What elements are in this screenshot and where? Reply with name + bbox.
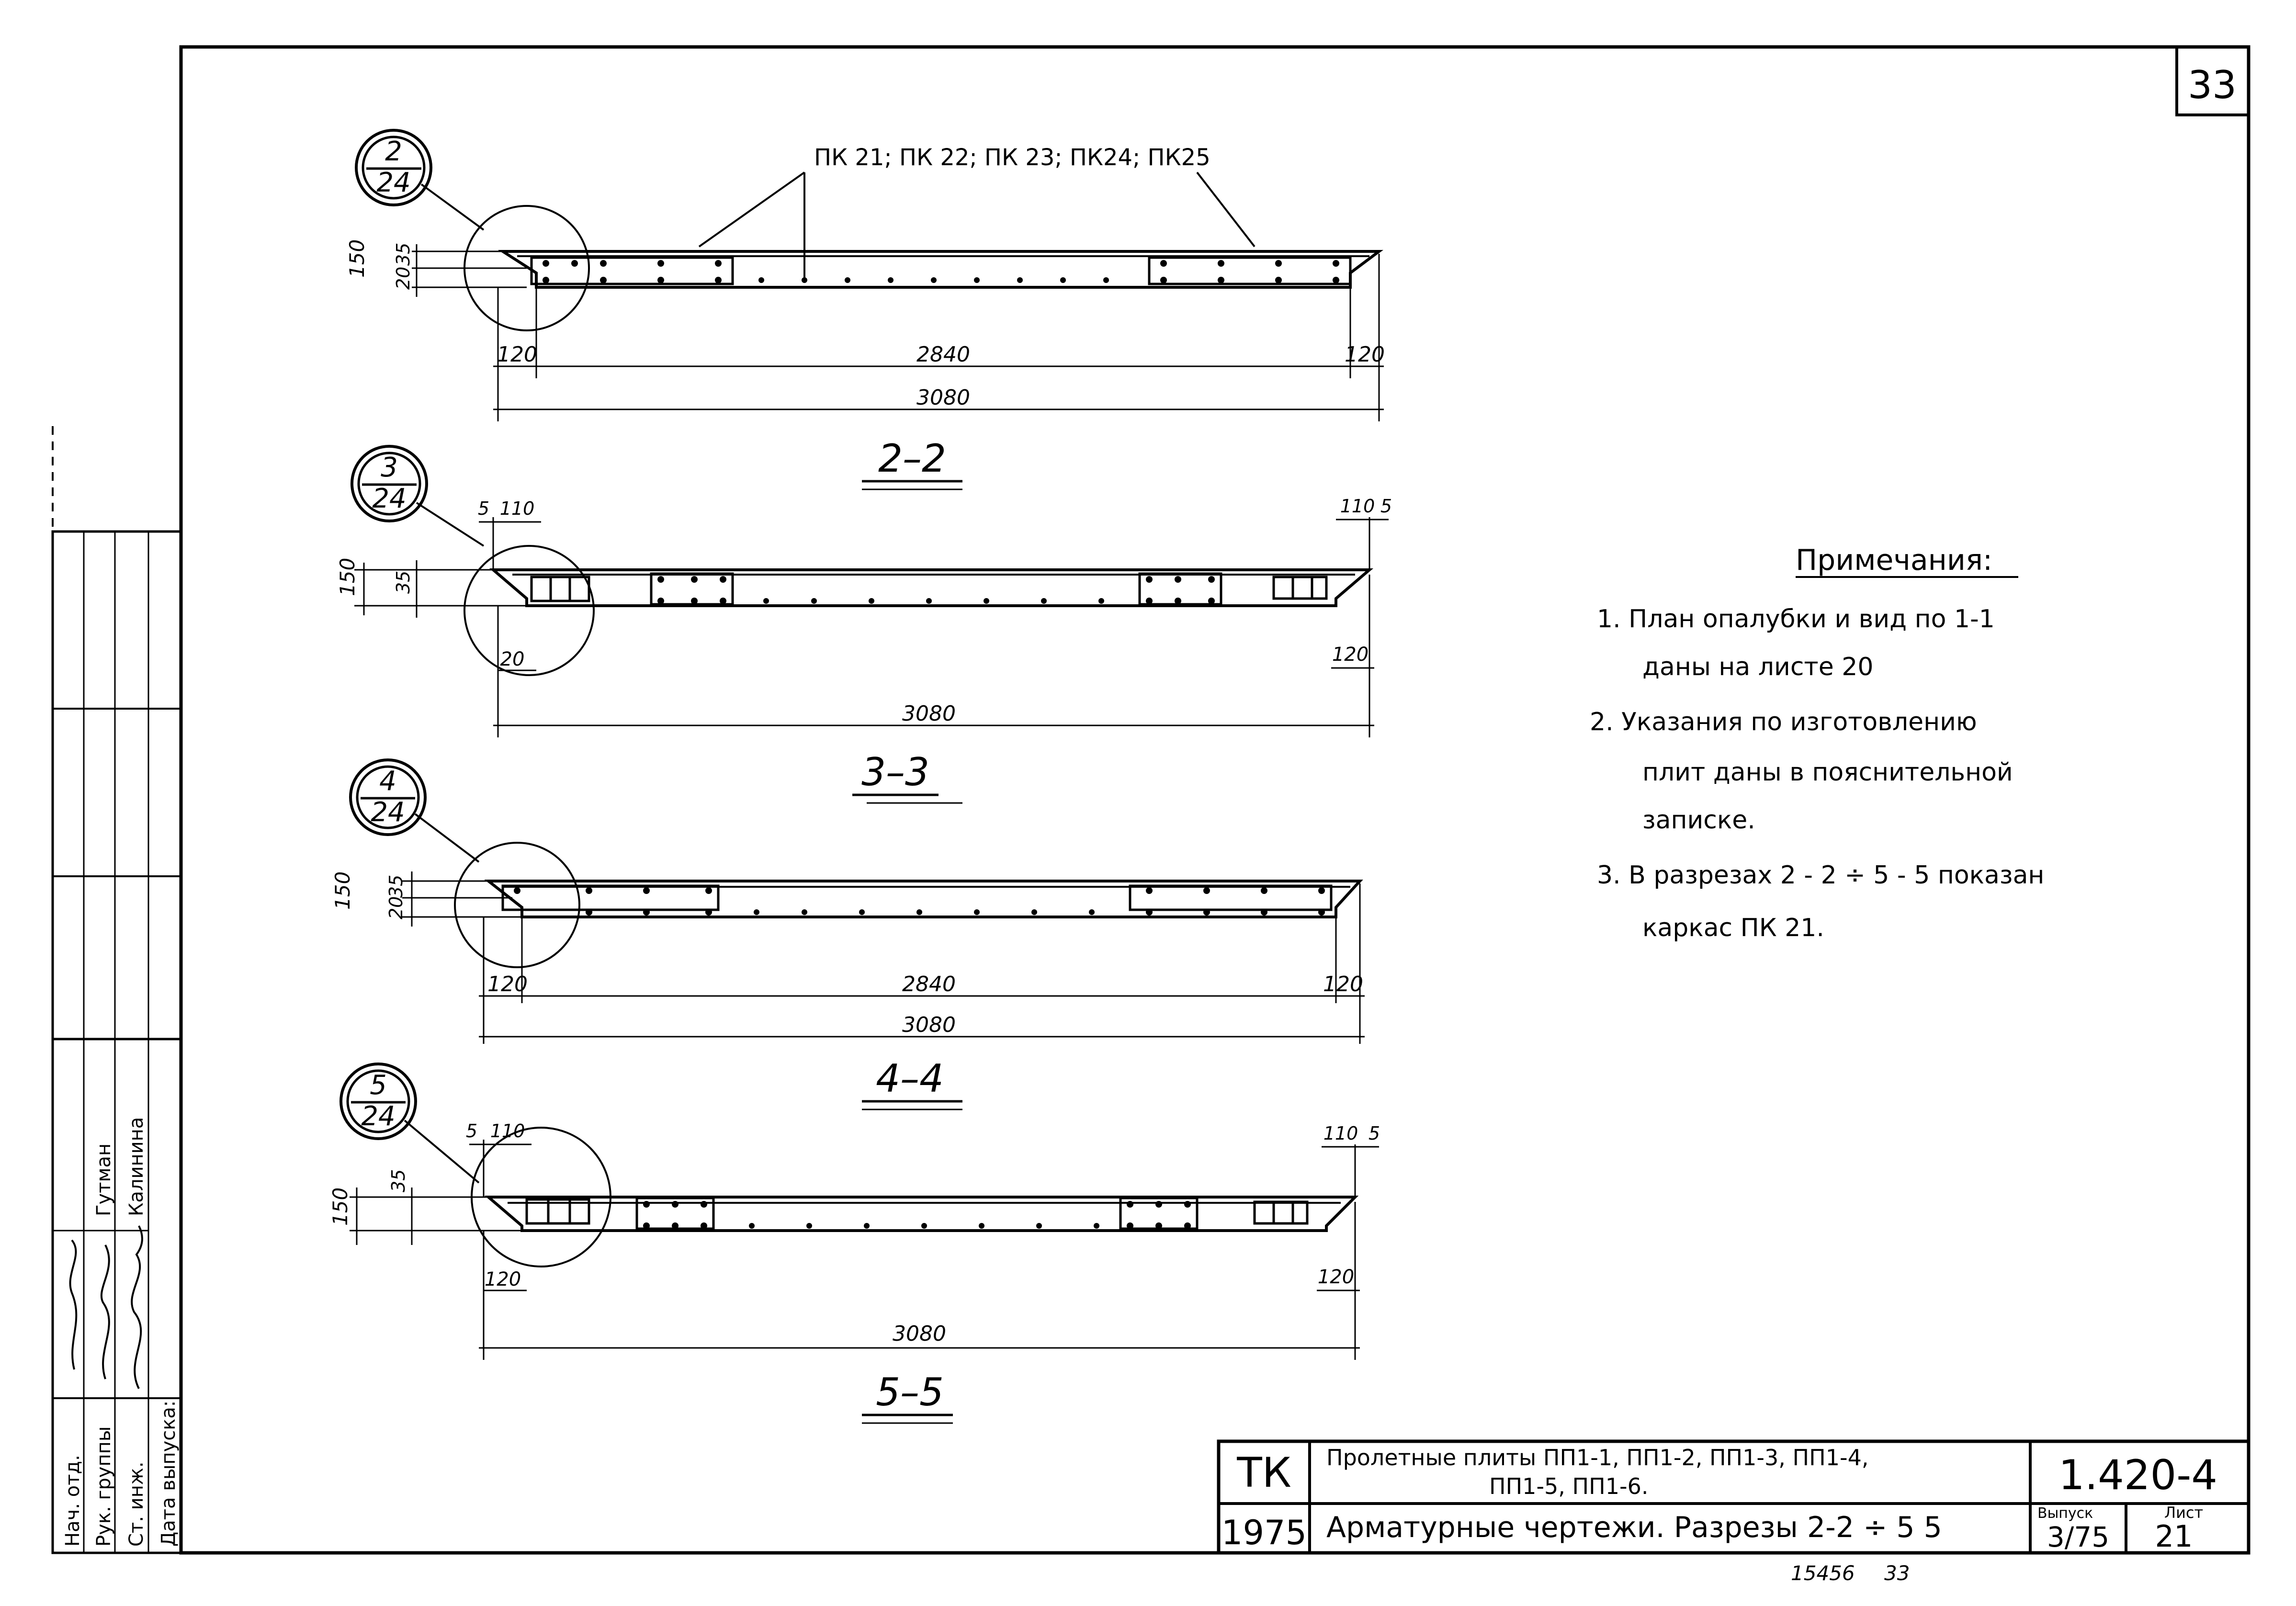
stamp-role: Нач. отд. (62, 1455, 84, 1547)
callout-marker (352, 446, 427, 521)
stamp-name: Калинина (125, 1117, 147, 1216)
sheet-label: Лист (2164, 1504, 2204, 1522)
rebar-cage-left (532, 258, 733, 284)
dim-right: 120 (1317, 1266, 1355, 1288)
dim-top-left-a: 5 (465, 1120, 478, 1142)
dim-top-left-b: 110 (490, 1120, 525, 1142)
callout-bottom: 24 (376, 167, 411, 198)
side-stamp (53, 426, 181, 1553)
footer-page: 33 (1884, 1561, 1910, 1585)
dim-150: 150 (345, 239, 369, 278)
rebar-mesh-right (1255, 1202, 1307, 1223)
dim-35: 35 (388, 1169, 409, 1192)
callout-top: 5 (370, 1070, 387, 1101)
dim-total: 3080 (916, 385, 970, 410)
sheet-value: 21 (2155, 1519, 2193, 1554)
callout-top: 2 (385, 136, 402, 167)
callout-top: 3 (381, 452, 398, 483)
notes-heading: Примечания: (1796, 543, 1993, 577)
dim-top-left-b: 110 (499, 498, 535, 519)
rebar-dots (543, 260, 1339, 283)
subtitle: Арматурные чертежи. Разрезы 2-2 ÷ 5 5 (1326, 1511, 1942, 1544)
inventory-number: 15456 (1791, 1561, 1855, 1585)
dim-20: 20 (385, 896, 407, 919)
note-line: 2. Указания по изготовлению (1590, 708, 1977, 736)
stamp-role: Рук. группы (93, 1426, 115, 1547)
dim-total: 3080 (902, 701, 956, 726)
section-title: 3–3 (861, 750, 929, 794)
dim-150: 150 (331, 871, 354, 910)
handwritten-signatures (70, 1226, 142, 1389)
section-title: 5–5 (876, 1370, 944, 1414)
dim-right: 120 (1332, 644, 1369, 666)
note-line: записке. (1642, 806, 1755, 835)
dim-right: 120 (1323, 972, 1363, 996)
rebar-cage-right (1130, 886, 1331, 910)
org-code: ТК (1237, 1449, 1291, 1497)
dim-20: 20 (393, 266, 414, 290)
issue-label: Выпуск (2037, 1505, 2093, 1522)
year: 1975 (1221, 1513, 1307, 1552)
rebar-mesh-right (1274, 577, 1326, 599)
dim-150: 150 (336, 557, 359, 596)
dim-top-right-b: 5 (1368, 1123, 1380, 1144)
dim-35: 35 (385, 874, 407, 898)
dim-left: 120 (497, 342, 537, 367)
section-2-2 (345, 130, 1385, 489)
dim-total: 3080 (893, 1322, 946, 1346)
note-line: 1. План опалубки и вид по 1-1 (1597, 605, 1995, 633)
dim-35: 35 (393, 570, 414, 594)
sheet-number-box (2177, 47, 2249, 115)
dim-bottom-left: 20 (500, 648, 525, 670)
title-block (1219, 1441, 2249, 1554)
notes (1590, 543, 2044, 942)
series-number: 1.420-4 (2058, 1451, 2217, 1499)
note-line: плит даны в пояснительной (1642, 758, 2013, 787)
callout-bottom: 24 (372, 483, 407, 514)
rebar-cage-right (1149, 258, 1350, 284)
stamp-name: Гутман (93, 1143, 115, 1216)
sheet-number: 33 (2188, 63, 2237, 107)
dim-150: 150 (328, 1187, 352, 1226)
callout-top: 4 (379, 766, 396, 797)
callout-bottom: 24 (371, 797, 405, 828)
note-line: 3. В разрезах 2 - 2 ÷ 5 - 5 показан (1597, 861, 2045, 890)
issue-value: 3/75 (2047, 1521, 2110, 1553)
section-4-4 (331, 760, 1365, 1109)
detail-circle (464, 546, 594, 675)
rebar-mesh-left (532, 577, 589, 601)
note-line: даны на листе 20 (1642, 653, 1874, 681)
stamp-role: Дата выпуска: (158, 1400, 180, 1547)
rebar-dots (643, 1201, 1191, 1229)
section-title: 2–2 (878, 436, 946, 481)
dim-top-right: 110 (1340, 496, 1375, 517)
callout-marker (351, 760, 425, 835)
dim-top-right-b: 5 (1380, 496, 1392, 517)
rebar-cage-left (503, 886, 718, 910)
callout-marker (341, 1064, 416, 1139)
rebar-dots (657, 576, 1215, 604)
dim-bottom-left: 120 (484, 1268, 521, 1290)
dim-middle: 2840 (902, 972, 956, 996)
callout-bottom: 24 (361, 1101, 396, 1132)
rebar-dots (514, 887, 1325, 916)
dim-top-left-a: 5 (477, 498, 490, 519)
callout-marker (356, 130, 431, 205)
dim-right: 120 (1345, 342, 1385, 367)
dim-left: 120 (487, 972, 528, 996)
section-title: 4–4 (876, 1056, 944, 1101)
section-3-3 (336, 446, 1392, 803)
title-line-1: Пролетные плиты ПП1-1, ПП1-2, ПП1-3, ПП1-4, (1326, 1445, 1869, 1470)
dim-35: 35 (393, 242, 414, 266)
stamp-role: Ст. инж. (125, 1461, 147, 1547)
section-5-5 (328, 1064, 1380, 1423)
note-line: каркас ПК 21. (1642, 914, 1824, 942)
frame-label: ПК 21; ПК 22; ПК 23; ПК24; ПК25 (814, 144, 1210, 171)
sheet-frame (181, 47, 2249, 1553)
dim-total: 3080 (902, 1013, 956, 1037)
title-line-2: ПП1-5, ПП1-6. (1489, 1473, 1649, 1499)
dim-middle: 2840 (916, 342, 970, 367)
dim-top-right: 110 (1323, 1123, 1358, 1144)
